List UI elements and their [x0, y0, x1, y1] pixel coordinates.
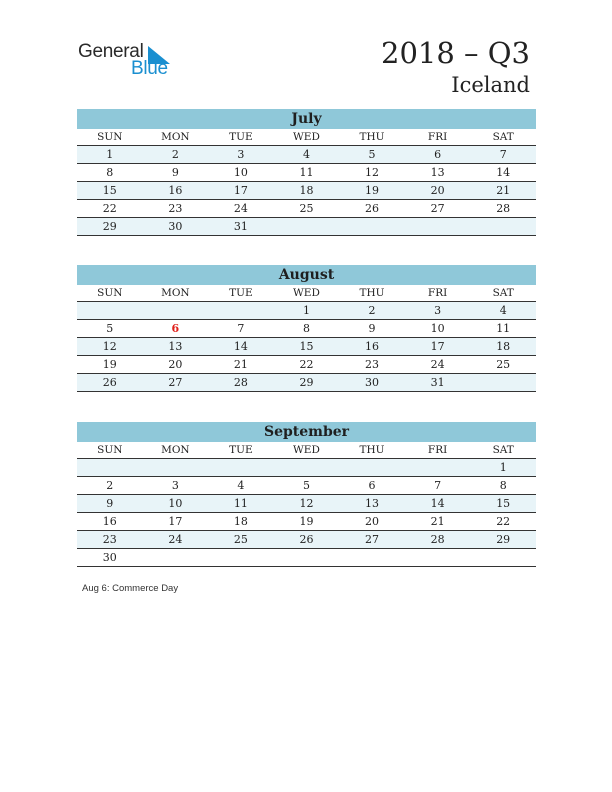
- calendar-grid: [77, 129, 536, 236]
- empty-day-cell: [274, 549, 340, 567]
- day-cell: 18: [470, 338, 536, 356]
- day-cell: 24: [143, 531, 209, 549]
- weekday-header: WED: [274, 442, 340, 459]
- weekday-header: SUN: [77, 129, 143, 146]
- empty-day-cell: [208, 459, 274, 477]
- day-cell: 24: [405, 356, 471, 374]
- day-cell: 6: [339, 477, 405, 495]
- day-cell: 10: [208, 164, 274, 182]
- day-cell: 28: [405, 531, 471, 549]
- day-cell: 16: [143, 182, 209, 200]
- month-title: September: [77, 422, 536, 442]
- day-cell: 28: [208, 374, 274, 392]
- weekday-header: FRI: [405, 129, 471, 146]
- weekday-header: WED: [274, 129, 340, 146]
- day-cell: 7: [208, 320, 274, 338]
- weekday-header: FRI: [405, 285, 471, 302]
- week-row: [77, 302, 536, 320]
- day-cell: 18: [208, 513, 274, 531]
- logo-text-general: General: [78, 41, 144, 62]
- day-cell: 12: [274, 495, 340, 513]
- weekday-header: SUN: [77, 285, 143, 302]
- logo-text-blue: Blue: [131, 58, 168, 79]
- day-cell: 23: [77, 531, 143, 549]
- day-cell: 17: [143, 513, 209, 531]
- day-cell: 9: [339, 320, 405, 338]
- day-cell: 10: [405, 320, 471, 338]
- holiday-notes: Aug 6: Commerce Day: [82, 583, 179, 594]
- week-row: [77, 356, 536, 374]
- month-calendar-september: [77, 422, 536, 567]
- day-cell: 11: [470, 320, 536, 338]
- day-cell: 30: [143, 218, 209, 236]
- day-cell: 26: [274, 531, 340, 549]
- day-cell: 20: [339, 513, 405, 531]
- day-cell: 8: [470, 477, 536, 495]
- weekday-header: SAT: [470, 442, 536, 459]
- weekday-header: FRI: [405, 442, 471, 459]
- day-cell: 17: [405, 338, 471, 356]
- empty-day-cell: [274, 218, 340, 236]
- day-cell: 14: [208, 338, 274, 356]
- weekday-header: SAT: [470, 285, 536, 302]
- week-row: [77, 200, 536, 218]
- week-row: [77, 338, 536, 356]
- calendar-grid: [77, 442, 536, 567]
- day-cell: 25: [274, 200, 340, 218]
- month-calendar-august: [77, 265, 536, 392]
- weekday-header: SAT: [470, 129, 536, 146]
- weekday-header: TUE: [208, 129, 274, 146]
- weekday-header: SUN: [77, 442, 143, 459]
- empty-day-cell: [405, 549, 471, 567]
- generalblue-logo: [78, 41, 188, 81]
- day-cell: 12: [339, 164, 405, 182]
- day-cell: 1: [274, 302, 340, 320]
- day-cell: 19: [339, 182, 405, 200]
- empty-day-cell: [470, 374, 536, 392]
- day-cell: 13: [405, 164, 471, 182]
- day-cell: 8: [274, 320, 340, 338]
- empty-day-cell: [208, 302, 274, 320]
- weekday-header: MON: [143, 442, 209, 459]
- day-cell: 22: [77, 200, 143, 218]
- empty-day-cell: [143, 459, 209, 477]
- day-cell: 1: [77, 146, 143, 164]
- week-row: [77, 182, 536, 200]
- day-cell: 7: [470, 146, 536, 164]
- day-cell: 31: [208, 218, 274, 236]
- day-cell: 19: [274, 513, 340, 531]
- week-row: [77, 495, 536, 513]
- day-cell: 29: [274, 374, 340, 392]
- week-row: [77, 513, 536, 531]
- day-cell: 30: [77, 549, 143, 567]
- day-cell: 22: [274, 356, 340, 374]
- week-row: [77, 164, 536, 182]
- day-cell: 19: [77, 356, 143, 374]
- day-cell: 25: [208, 531, 274, 549]
- empty-day-cell: [470, 549, 536, 567]
- weekday-header: TUE: [208, 285, 274, 302]
- day-cell: 17: [208, 182, 274, 200]
- day-cell: 2: [77, 477, 143, 495]
- weekday-header: TUE: [208, 442, 274, 459]
- day-cell: 5: [339, 146, 405, 164]
- day-cell: 23: [143, 200, 209, 218]
- day-cell: 3: [208, 146, 274, 164]
- weekday-header: THU: [339, 129, 405, 146]
- day-cell: 3: [143, 477, 209, 495]
- weekday-header: THU: [339, 442, 405, 459]
- day-cell: 15: [274, 338, 340, 356]
- day-cell: 26: [77, 374, 143, 392]
- day-cell: 18: [274, 182, 340, 200]
- calendar-grid: [77, 285, 536, 392]
- day-cell: 30: [339, 374, 405, 392]
- day-cell: 22: [470, 513, 536, 531]
- day-cell: 14: [405, 495, 471, 513]
- day-cell: 4: [274, 146, 340, 164]
- day-cell: 11: [274, 164, 340, 182]
- empty-day-cell: [77, 459, 143, 477]
- country-subtitle: Iceland: [451, 73, 530, 97]
- day-cell: 6: [405, 146, 471, 164]
- day-cell: 4: [208, 477, 274, 495]
- empty-day-cell: [143, 549, 209, 567]
- day-cell: 2: [143, 146, 209, 164]
- day-cell: 2: [339, 302, 405, 320]
- day-cell: 9: [143, 164, 209, 182]
- day-cell: 14: [470, 164, 536, 182]
- day-cell: 27: [339, 531, 405, 549]
- day-cell: 29: [470, 531, 536, 549]
- day-cell: 15: [470, 495, 536, 513]
- empty-day-cell: [339, 459, 405, 477]
- day-cell: 26: [339, 200, 405, 218]
- week-row: [77, 218, 536, 236]
- day-cell: 11: [208, 495, 274, 513]
- day-cell: 13: [339, 495, 405, 513]
- week-row: [77, 146, 536, 164]
- weekday-header: MON: [143, 129, 209, 146]
- empty-day-cell: [143, 302, 209, 320]
- day-cell: 28: [470, 200, 536, 218]
- week-row: [77, 531, 536, 549]
- weekday-header: WED: [274, 285, 340, 302]
- empty-day-cell: [470, 218, 536, 236]
- empty-day-cell: [274, 459, 340, 477]
- day-cell: 16: [339, 338, 405, 356]
- day-cell: 5: [77, 320, 143, 338]
- week-row: [77, 374, 536, 392]
- day-cell: 27: [405, 200, 471, 218]
- day-cell: 10: [143, 495, 209, 513]
- day-cell: 20: [405, 182, 471, 200]
- month-calendar-july: [77, 109, 536, 236]
- page-title: 2018 – Q3: [381, 36, 530, 70]
- weekday-header: THU: [339, 285, 405, 302]
- day-cell: 4: [470, 302, 536, 320]
- weekday-header: MON: [143, 285, 209, 302]
- day-cell: 23: [339, 356, 405, 374]
- day-cell: 21: [405, 513, 471, 531]
- day-cell: 24: [208, 200, 274, 218]
- day-cell: 16: [77, 513, 143, 531]
- day-cell: 31: [405, 374, 471, 392]
- day-cell: 27: [143, 374, 209, 392]
- day-cell: 21: [208, 356, 274, 374]
- week-row: [77, 549, 536, 567]
- empty-day-cell: [405, 459, 471, 477]
- day-cell: 25: [470, 356, 536, 374]
- empty-day-cell: [405, 218, 471, 236]
- day-cell: 5: [274, 477, 340, 495]
- empty-day-cell: [339, 549, 405, 567]
- week-row: [77, 320, 536, 338]
- day-cell: 7: [405, 477, 471, 495]
- day-cell: 3: [405, 302, 471, 320]
- day-cell: 9: [77, 495, 143, 513]
- empty-day-cell: [208, 549, 274, 567]
- empty-day-cell: [339, 218, 405, 236]
- holiday-day-cell: 6: [143, 320, 209, 338]
- day-cell: 13: [143, 338, 209, 356]
- day-cell: 20: [143, 356, 209, 374]
- day-cell: 21: [470, 182, 536, 200]
- day-cell: 1: [470, 459, 536, 477]
- month-title: August: [77, 265, 536, 285]
- empty-day-cell: [77, 302, 143, 320]
- day-cell: 8: [77, 164, 143, 182]
- day-cell: 12: [77, 338, 143, 356]
- week-row: [77, 477, 536, 495]
- day-cell: 29: [77, 218, 143, 236]
- day-cell: 15: [77, 182, 143, 200]
- month-title: July: [77, 109, 536, 129]
- week-row: [77, 459, 536, 477]
